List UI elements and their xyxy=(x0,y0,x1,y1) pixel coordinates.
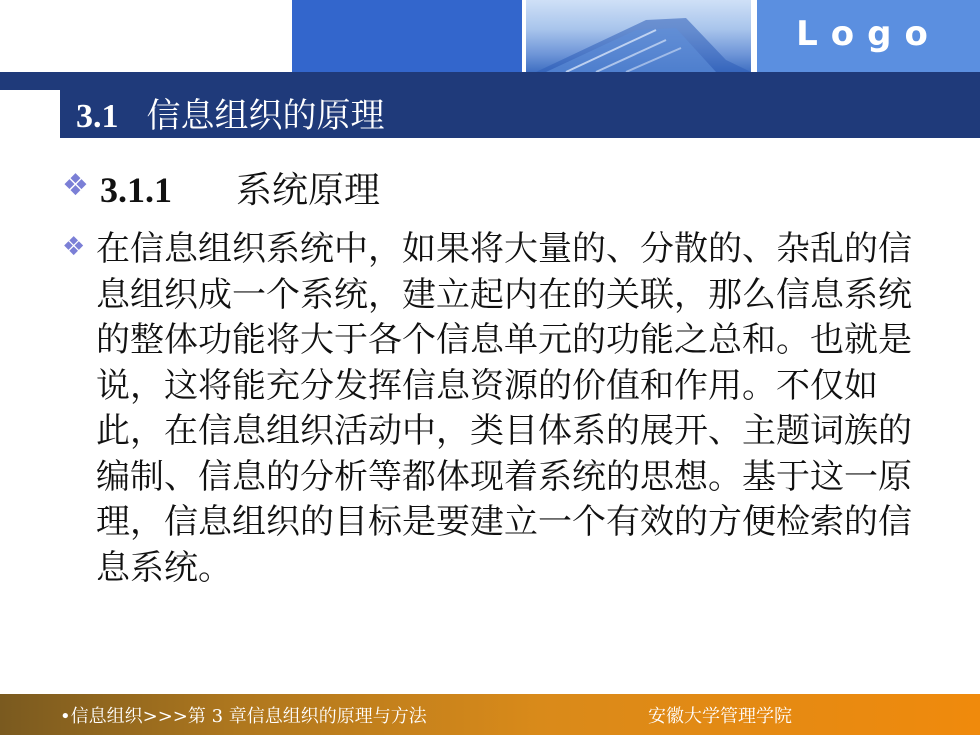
header-blue-block xyxy=(292,0,522,72)
section-number: 3.1 xyxy=(76,98,119,135)
header-white-block xyxy=(0,0,292,72)
footer-course-title: •信息组织>>>第 3 章信息组织的原理与方法 xyxy=(60,706,427,727)
diamond-bullet-icon: ❖ xyxy=(62,232,86,262)
diamond-bullet-icon: ❖ xyxy=(62,168,89,203)
title-bar-notch xyxy=(0,90,60,138)
page-title xyxy=(76,88,385,137)
footer-institution: 安徽大学管理学院 xyxy=(648,706,792,727)
section-title: 信息组织的原理 xyxy=(146,96,385,136)
header-logo-box xyxy=(757,0,980,72)
body-paragraph: 在信息组织系统中，如果将大量的、分散的、杂乱的信息组织成一个系统，建立起内在的关联，那么信息系统的整体功能将大于各个信息单元的功能之总和。也就是说，这将能充分发挥信息资源的价值和作用。不仅如此，在信息组织活动中，类目体系的展开、主题词族的编制、信息的分析等都体现着系统的思想。基于这一原理，信息组织的目标是要建立一个有效的方便检索的信息系统。 xyxy=(96,229,912,588)
header-skyscraper-image xyxy=(526,0,751,72)
subsection-heading xyxy=(100,162,380,213)
subsection-title: 系统原理 xyxy=(236,170,381,211)
subsection-number: 3.1.1 xyxy=(100,170,172,210)
logo-text: Logo xyxy=(796,14,941,54)
